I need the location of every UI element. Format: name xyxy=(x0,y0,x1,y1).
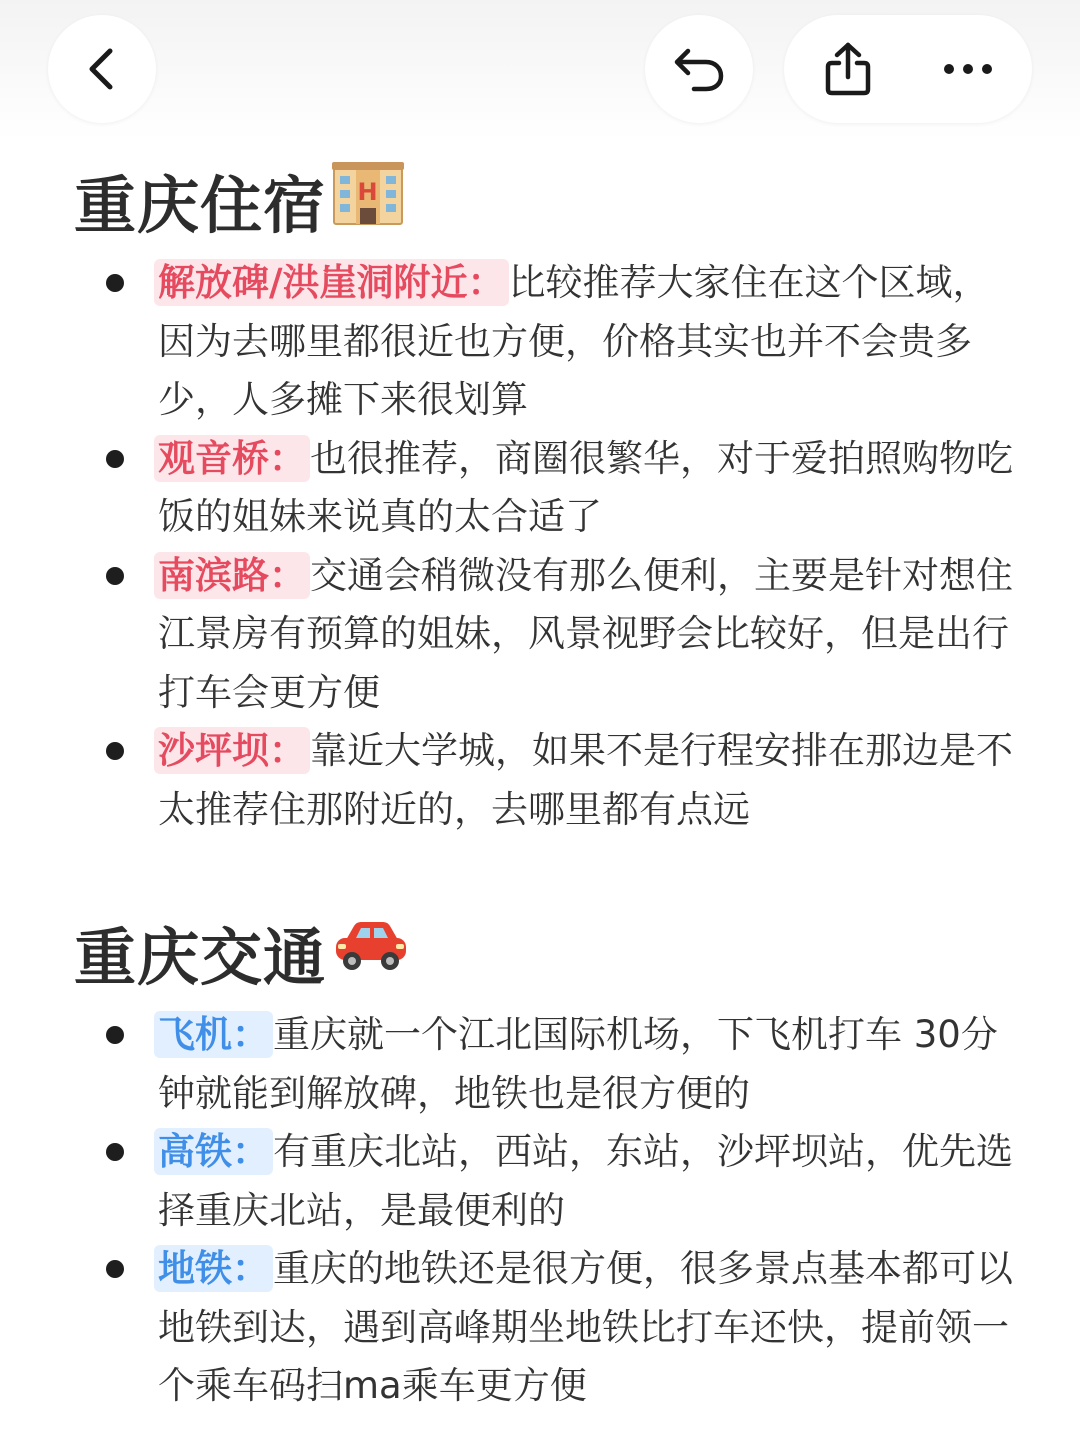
list-item xyxy=(0,1240,1080,1416)
lodging-list xyxy=(0,254,1080,839)
bullet-dot xyxy=(106,742,124,760)
item-text: 重庆就一个江北国际机场，下飞机打车 30分钟就能到解放碑，地铁也是很方便的 xyxy=(158,1013,998,1115)
item-keyword: 观音桥： xyxy=(154,435,310,482)
back-button[interactable] xyxy=(48,15,156,123)
list-item xyxy=(0,254,1080,430)
car-icon xyxy=(332,916,410,989)
hotel-icon xyxy=(332,160,404,241)
item-keyword: 高铁： xyxy=(154,1128,273,1175)
section-title-text: 重庆住宿 xyxy=(74,168,327,242)
action-pill xyxy=(784,15,1032,123)
transport-list xyxy=(0,1006,1080,1416)
bullet-dot xyxy=(106,450,124,468)
undo-arrow-icon xyxy=(672,45,726,93)
item-keyword: 沙坪坝： xyxy=(154,727,310,774)
svg-text:H: H xyxy=(357,177,379,206)
chevron-left-icon xyxy=(82,45,122,93)
item-text: 交通会稍微没有那么便利，主要是针对想住江景房有预算的姐妹，风景视野会比较好，但是出行打车会更方便 xyxy=(158,553,1013,714)
top-nav-bar xyxy=(0,0,1080,140)
more-button[interactable] xyxy=(924,25,1012,113)
item-text: 靠近大学城，如果不是行程安排在那边是不太推荐住那附近的，去哪里都有点远 xyxy=(158,729,1013,831)
bullet-dot xyxy=(106,1026,124,1044)
list-item xyxy=(0,1006,1080,1123)
item-keyword: 地铁： xyxy=(154,1245,273,1292)
more-dots-icon xyxy=(942,62,994,76)
undo-button[interactable] xyxy=(645,15,753,123)
item-text: 也很推荐，商圈很繁华，对于爱拍照购物吃饭的姐妹来说真的太合适了 xyxy=(158,436,1013,538)
bullet-dot xyxy=(106,274,124,292)
item-keyword: 飞机： xyxy=(154,1011,273,1058)
item-text: 比较推荐大家住在这个区域，因为去哪里都很近也方便，价格其实也并不会贵多少，人多摊下来很划算 xyxy=(158,261,990,421)
list-item xyxy=(0,1123,1080,1240)
section-title-lodging xyxy=(74,160,404,240)
item-keyword: 解放碑/洪崖洞附近： xyxy=(154,259,509,306)
list-item xyxy=(0,722,1080,839)
share-button[interactable] xyxy=(804,25,892,113)
bullet-dot xyxy=(106,1143,124,1161)
section-title-text: 重庆交通 xyxy=(74,920,327,994)
item-keyword: 南滨路： xyxy=(154,552,310,599)
list-item xyxy=(0,430,1080,547)
item-text: 重庆的地铁还是很方便，很多景点基本都可以地铁到达，遇到高峰期坐地铁比打车还快，提前领一个乘车码扫ma乘车更方便 xyxy=(158,1247,1013,1407)
item-text: 有重庆北站，西站，东站，沙坪坝站，优先选择重庆北站，是最便利的 xyxy=(158,1130,1013,1232)
list-item xyxy=(0,547,1080,723)
bullet-dot xyxy=(106,567,124,585)
section-title-transport xyxy=(74,912,410,992)
bullet-dot xyxy=(106,1260,124,1278)
share-icon xyxy=(823,41,873,97)
